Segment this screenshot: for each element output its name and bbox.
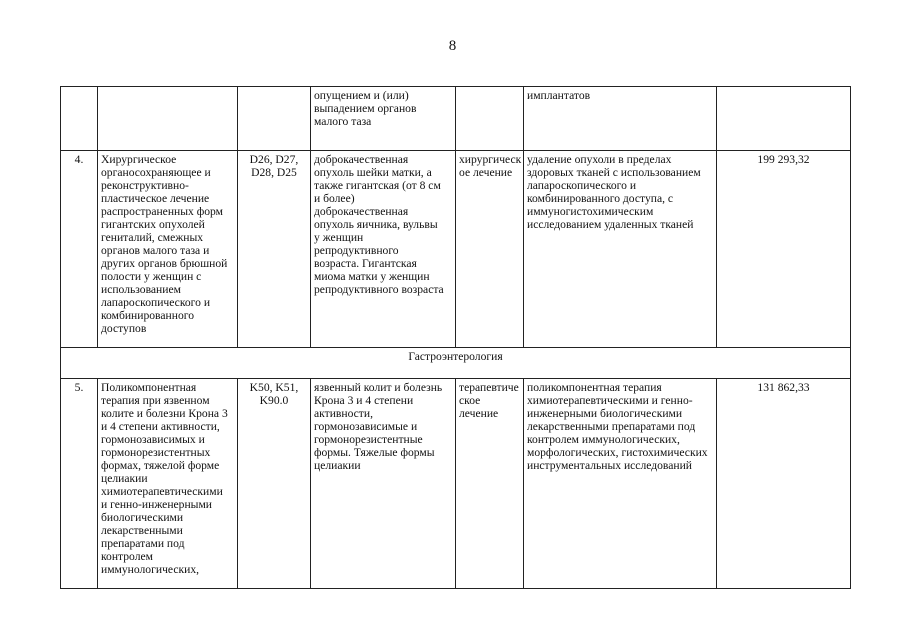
text-line: полости у женщин с: [101, 270, 202, 283]
text-line: K50, K51,: [249, 381, 299, 394]
text-line: лекарственными препаратами под: [527, 420, 696, 433]
text-line: выпадением органов: [314, 102, 417, 115]
treatment-type-cell: [456, 379, 524, 589]
text-line: гормонорезистентные: [314, 433, 423, 446]
patient-model-cell: [311, 87, 456, 151]
text-line: возраста. Гигантская: [314, 257, 417, 270]
price-cell: 131 862,33: [717, 379, 851, 589]
patient-model-cell: [311, 379, 456, 589]
row-number-cell: [61, 87, 98, 151]
care-name-cell: [98, 87, 238, 151]
text-line: лечение: [459, 407, 499, 420]
text-line: и 4 степени активности,: [101, 420, 220, 433]
text-line: репродуктивного: [314, 244, 399, 257]
text-line: и более): [314, 192, 355, 205]
text-line: пластическое лечение: [101, 192, 210, 205]
text-line: других органов брюшной: [101, 257, 228, 270]
text-line: химиотерапевтическими и генно-: [527, 394, 693, 407]
treatment-method-cell: [524, 151, 717, 348]
text-line: D28, D25: [251, 166, 297, 179]
row-number-cell: 5.: [61, 379, 98, 589]
row-number-cell: 4.: [61, 151, 98, 348]
text-line: ое лечение: [459, 166, 513, 179]
table-row-continued: [61, 87, 851, 151]
treatment-type-cell: [456, 87, 524, 151]
text-line: комбинированного: [101, 309, 194, 322]
medical-care-table: [60, 86, 851, 589]
text-line: малого таза: [314, 115, 372, 128]
care-name-cell: [98, 379, 238, 589]
text-line: терапия при язвенном: [101, 394, 210, 407]
text-line: удаление опухоли в пределах: [527, 153, 672, 166]
text-line: реконструктивно-: [101, 179, 189, 192]
text-line: лапароскопического и: [101, 296, 211, 309]
text-line: химиотерапевтическими: [101, 485, 223, 498]
text-line: Крона 3 и 4 степени: [314, 394, 414, 407]
text-line: исследованием удаленных тканей: [527, 218, 694, 231]
price-cell: 199 293,32: [717, 151, 851, 348]
text-line: лекарственными: [101, 524, 183, 537]
treatment-type-cell: [456, 151, 524, 348]
text-line: формах, тяжелой форме: [101, 459, 220, 472]
text-line: доброкачественная: [314, 205, 409, 218]
text-line: и генно-инженерными: [101, 498, 213, 511]
patient-model-cell: [311, 151, 456, 348]
text-line: здоровых тканей с использованием: [527, 166, 701, 179]
text-line: биологическими: [101, 511, 184, 524]
text-line: инструментальных исследований: [527, 459, 693, 472]
text-line: целиакии: [314, 459, 361, 472]
text-line: комбинированного доступа, с: [527, 192, 674, 205]
section-row: [61, 348, 851, 379]
text-line: активности,: [314, 407, 373, 420]
text-line: K90.0: [259, 394, 289, 407]
text-line: гормонорезистентных: [101, 446, 211, 459]
icd-codes-cell: [238, 87, 311, 151]
text-line: органов малого таза и: [101, 244, 210, 257]
text-line: опухоль яичника, вульвы: [314, 218, 438, 231]
text-line: контролем: [101, 550, 153, 563]
treatment-method-cell: [524, 379, 717, 589]
treatment-method-cell: [524, 87, 717, 151]
text-line: распространенных форм: [101, 205, 223, 218]
text-line: доброкачественная: [314, 153, 409, 166]
text-line: язвенный колит и болезнь: [314, 381, 443, 394]
text-line: также гигантская (от 8 см: [314, 179, 441, 192]
icd-codes-cell: [238, 379, 311, 589]
text-line: опущением и (или): [314, 89, 409, 102]
text-line: препаратами под: [101, 537, 185, 550]
text-line: целиакии: [101, 472, 148, 485]
text-line: формы. Тяжелые формы: [314, 446, 435, 459]
text-line: Хирургическое: [101, 153, 177, 166]
care-name-cell: [98, 151, 238, 348]
price-cell: [717, 87, 851, 151]
text-line: органосохраняющее и: [101, 166, 211, 179]
text-line: гормонозависимых и: [101, 433, 205, 446]
text-line: у женщин: [314, 231, 364, 244]
text-line: колите и болезни Крона 3: [101, 407, 228, 420]
text-line: гениталий, смежных: [101, 231, 204, 244]
text-line: ское: [459, 394, 481, 407]
text-line: гормонозависимые и: [314, 420, 418, 433]
text-line: гигантских опухолей: [101, 218, 205, 231]
text-line: D26, D27,: [249, 153, 299, 166]
text-line: хирургическ: [459, 153, 522, 166]
icd-codes-cell: [238, 151, 311, 348]
text-line: репродуктивного возраста: [314, 283, 444, 296]
section-title: Гастроэнтерология: [61, 348, 851, 379]
text-line: иммуногистохимическим: [527, 205, 654, 218]
text-line: инженерными биологическими: [527, 407, 683, 420]
text-line: иммунологических,: [101, 563, 200, 576]
text-line: лапароскопического и: [527, 179, 637, 192]
text-line: терапевтиче: [459, 381, 519, 394]
text-line: поликомпонентная терапия: [527, 381, 662, 394]
page-number: 8: [448, 38, 457, 54]
text-line: морфологических, гистохимических: [527, 446, 708, 459]
text-line: имплантатов: [527, 89, 591, 102]
text-line: опухоль шейки матки, а: [314, 166, 432, 179]
text-line: Поликомпонентная: [101, 381, 197, 394]
text-line: миома матки у женщин: [314, 270, 430, 283]
table-row: [61, 151, 851, 348]
text-line: использованием: [101, 283, 181, 296]
text-line: контролем иммунологических,: [527, 433, 680, 446]
table-row: [61, 379, 851, 589]
text-line: доступов: [101, 322, 147, 335]
